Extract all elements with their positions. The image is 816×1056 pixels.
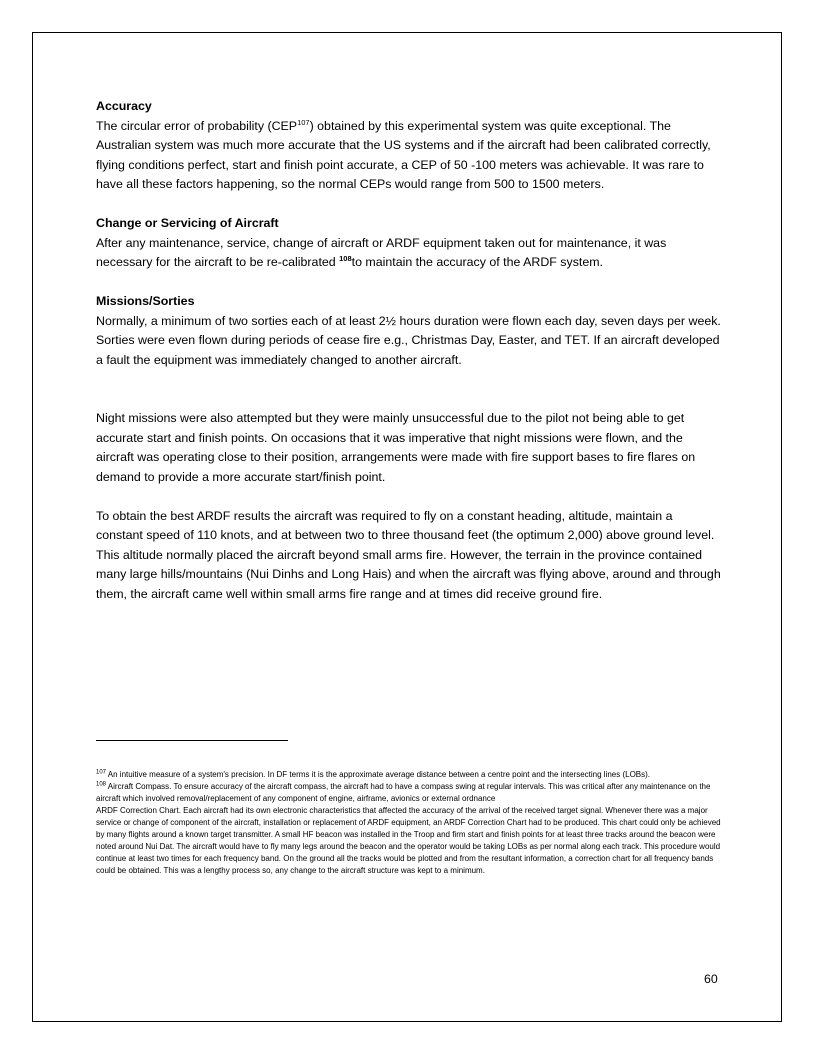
servicing-paragraph xyxy=(96,234,721,273)
missions-heading: Missions/Sorties xyxy=(96,294,195,308)
accuracy-paragraph xyxy=(96,117,721,195)
footnote-107-text: An intuitive measure of a system's precision. In DF terms it is the approximate average distance between a centre point and the intersecting lines (LOBs). xyxy=(106,770,651,779)
missions-paragraph-2: Night missions were also attempted but they were mainly unsuccessful due to the pilot not being able to get accurate start and finish points. On occasions that it was imperative that night missions were flown, and the aircraft was operating close to their position, arrangements were made with fire support bases to fire flares on demand to provide a more accurate start/finish point. xyxy=(96,411,696,484)
servicing-text-a: After any maintenance, service, change of aircraft or ARDF equipment taken out for maintenance, it was necessary for the aircraft to be re-calibrated xyxy=(96,235,667,269)
footnote-108-number: 108 xyxy=(96,781,107,788)
missions-paragraph-1: Normally, a minimum of two sorties each of at least 2½ hours duration were flown each day, seven days per week. Sorties were even flown during periods of cease fire e.g., Christmas Day, Easter, and TET. If an aircraft developed a fault the equipment was immediately changed to another aircraft. xyxy=(96,313,721,367)
accuracy-text-a: The circular error of probability (CEP xyxy=(96,118,298,133)
servicing-text-b: to maintain the accuracy of the ARDF system. xyxy=(351,255,603,269)
footnote-separator xyxy=(96,740,288,741)
footnote-108 xyxy=(96,781,721,805)
footnote-ref-107[interactable]: 107 xyxy=(297,117,310,127)
servicing-heading: Change or Servicing of Aircraft xyxy=(96,216,279,230)
footnote-107 xyxy=(96,769,721,781)
accuracy-heading: Accuracy xyxy=(96,99,152,113)
footnote-ardf-chart: ARDF Correction Chart. Each aircraft had its own electronic characteristics that affected the accuracy of the arrival of the received target signal. Whenever there was a major service or change of component of the aircraft, installation or replacement of ARDF equipment, an ARDF Correction Chart had to be produced. This chart could only be achieved by many flights around a known target transmitter. A small HF beacon was installed in the Troop and firm start and finish points for at least three tracks around the beacon were noted around Nui Dat. The aircraft would have to fly many legs around the beacon and the operator would be taking LOBs as per normal along each track. This procedure would continue at least two times for each frequency band. On the ground all the tracks would be plotted and from the resultant information, a correction chart for all frequency bands could be obtained. This was a lengthy process so, any change to the aircraft structure was kept to a minimum. xyxy=(96,806,721,875)
footnote-108-text: Aircraft Compass. To ensure accuracy of the aircraft compass, the aircraft had to have a compass swing at regular intervals. This was critical after any maintenance on the aircraft which involved removal/replacement of any component of engine, airframe, avionics or external ordnance xyxy=(96,782,711,803)
accuracy-text-b: ) obtained by this experimental system was quite exceptional. The Australian system was much more accurate that the US systems and if the aircraft had been calibrated correctly, flying conditions perfect, start and finish point accurate, a CEP of 50 -100 meters was achievable. It was rare to have all these factors happening, so the normal CEPs would range from 500 to 1500 meters. xyxy=(96,118,711,191)
main-text xyxy=(96,97,721,624)
missions-paragraph-3: To obtain the best ARDF results the aircraft was required to fly on a constant heading, altitude, maintain a constant speed of 110 knots, and at between two to three thousand feet (the optimum 2,000) above ground level. This altitude normally placed the aircraft beyond small arms fire. However, the terrain in the province contained many large hills/mountains (Nui Dinhs and Long Hais) and when the aircraft was flying above, around and through them, the aircraft came well within small arms fire range and at times did receive ground fire. xyxy=(96,508,721,601)
footnote-107-number: 107 xyxy=(96,769,107,776)
footnote-ref-108[interactable]: 108 xyxy=(339,253,352,263)
page-number: 60 xyxy=(704,972,718,986)
footnotes xyxy=(96,769,721,877)
